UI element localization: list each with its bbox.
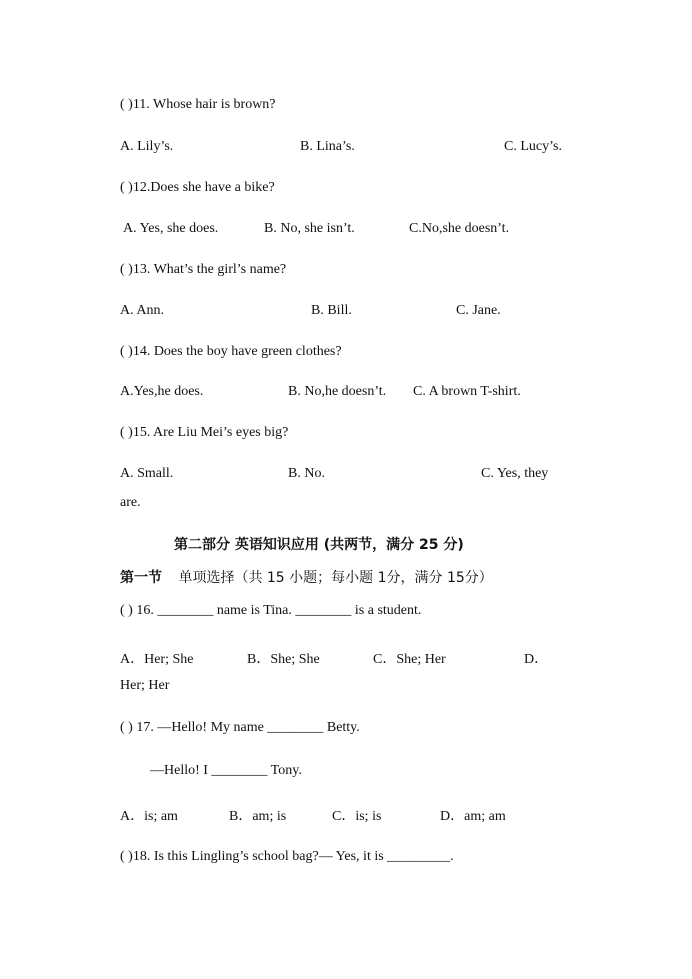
question-17-line-two: —Hello! I ________ Tony. [150,763,302,778]
question-14-stem: ( )14. Does the boy have green clothes? [120,344,342,359]
section-one-label: 第一节 [120,570,162,586]
question-17-option-b: B．am; is [229,809,287,824]
question-13-option-c: C. Jane. [456,303,501,318]
question-16-option-d: D． [524,652,549,667]
question-11-option-a: A. Lily’s. [120,139,174,154]
question-17-option-d: D．am; am [440,809,506,824]
question-12-stem: ( )12.Does she have a bike? [120,180,275,195]
question-17-option-c: C．is; is [332,809,382,824]
question-12-option-b: B. No, she isn’t. [264,221,355,236]
section-one-heading [120,567,493,587]
question-11-option-b: B. Lina’s. [300,139,355,154]
question-13-stem: ( )13. What’s the girl’s name? [120,262,287,277]
question-15-option-c: C. Yes, they [481,466,549,481]
question-15-option-c-continued: are. [120,495,141,510]
question-14-option-b: B. No,he doesn’t. [288,384,387,399]
question-15-stem: ( )15. Are Liu Mei’s eyes big? [120,425,289,440]
question-18-stem: ( )18. Is this Lingling’s school bag?— Yes, it is _________. [120,849,454,864]
question-13-option-b: B. Bill. [311,303,352,318]
question-12-option-c: C.No,she doesn’t. [409,221,510,236]
question-16-option-a: A．Her; She [120,652,194,667]
question-16-option-d-continued: Her; Her [120,678,170,693]
question-16-stem: ( ) 16. ________ name is Tina. ________ is a student. [120,603,422,618]
question-15-option-b: B. No. [288,466,325,481]
question-14-option-a: A.Yes,he does. [120,384,204,399]
question-12-option-a: A. Yes, she does. [123,221,219,236]
question-16-option-b: B．She; She [247,652,320,667]
part-two-title: 第二部分 英语知识应用 (共两节，满分 25 分) [174,537,464,553]
question-17-option-a: A．is; am [120,809,178,824]
question-15-option-a: A. Small. [120,466,174,481]
question-17-stem: ( ) 17. —Hello! My name ________ Betty. [120,720,360,735]
question-11-option-c: C. Lucy’s. [504,139,562,154]
section-one-description: 单项选择（共 15 小题；每小题 1分，满分 15分） [178,570,493,586]
question-14-option-c: C. A brown T-shirt. [413,384,521,399]
question-11-stem: ( )11. Whose hair is brown? [120,97,276,112]
question-13-option-a: A. Ann. [120,303,164,318]
question-16-option-c: C．She; Her [373,652,446,667]
